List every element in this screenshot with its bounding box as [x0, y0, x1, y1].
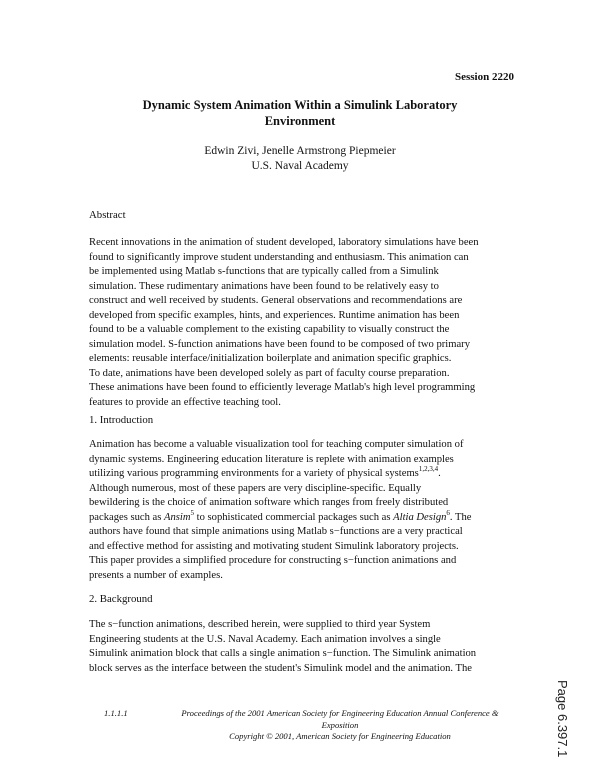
author-affiliation: U.S. Naval Academy [251, 160, 349, 172]
intro-line: This paper provides a simplified procedure for constructing s−function animations and [89, 555, 457, 566]
citation-sup: 6 [446, 508, 450, 517]
ansim-name: Ansim [164, 511, 191, 523]
footer-line-2: Exposition [321, 719, 359, 730]
abstract-heading: Abstract [89, 209, 126, 221]
intro-line: dynamic systems. Engineering education literature is replete with animation examples [89, 453, 454, 465]
intro-line [89, 467, 519, 482]
abstract-line: developed from specific examples, hints, and experiences. Runtime animation has been [89, 309, 460, 321]
abstract-line: These animations have been found to efficiently leverage Matlab's high level programming [89, 382, 476, 393]
intro-text: . The [449, 511, 472, 523]
abstract-line: be implemented using Matlab s-functions that are typically called from a Simulink [89, 266, 439, 277]
page-footer [104, 708, 540, 743]
intro-line: bewildering is the choice of animation software which ranges from freely distributed [89, 497, 449, 508]
title-line-2: Environment [264, 114, 336, 128]
background-line: The s−function animations, described herein, were supplied to third year System [89, 619, 431, 630]
paper-title [60, 97, 540, 129]
intro-line: presents a number of examples. [89, 569, 223, 581]
abstract-line: found to be a valuable complement to the existing capability to visually construct the [89, 324, 450, 335]
intro-text: . [438, 468, 441, 479]
citation-sup: 5 [190, 508, 194, 517]
abstract-line: construct and well received by students. General observations and recommendations are [89, 295, 463, 306]
abstract-line: Recent innovations in the animation of student developed, laboratory simulations have been [89, 237, 479, 248]
title-line-1: Dynamic System Animation Within a Simulink Laboratory [142, 98, 458, 112]
abstract-line: To date, animations have been developed solely as part of faculty course preparation. [89, 367, 450, 379]
intro-line: Animation has become a valuable visualization tool for teaching computer simulation of [89, 439, 464, 450]
intro-line [89, 508, 519, 526]
background-line: Simulink animation block that calls a single animation s−function. The Simulink animation [89, 648, 477, 659]
abstract-body [89, 236, 519, 410]
intro-line: authors have found that simple animations using Matlab s−functions are a very practical [89, 526, 463, 537]
background-line: block serves as the interface between the student's Simulink model and the animation. The [89, 662, 472, 674]
introduction-heading: 1. Introduction [89, 414, 154, 426]
footer-section-number: 1.1.1.1 [104, 708, 128, 718]
intro-line: and effective method for assisting and motivating student Simulink laboratory projects. [89, 540, 459, 552]
intro-text: to sophisticated commercial packages such as [194, 511, 394, 523]
intro-text: packages such as [89, 511, 165, 523]
intro-line: Although numerous, most of these papers are very discipline-specific. Equally [89, 482, 422, 494]
abstract-line: found to significantly improve student understanding and enthusiasm. This animation can [89, 251, 469, 263]
background-line: Engineering students at the U.S. Naval Academy. Each animation involves a single [89, 633, 441, 645]
session-label: Session 2220 [455, 71, 514, 83]
introduction-body [89, 438, 519, 583]
altia-name: Altia Design [393, 511, 447, 523]
footer-line-1: Proceedings of the 2001 American Society for Engineering Education Annual Conference & [181, 708, 499, 718]
intro-text: utilizing various programming environments for a variety of physical systems [89, 468, 419, 479]
abstract-line: features to provide an effective teaching tool. [89, 396, 281, 408]
author-names: Edwin Zivi, Jenelle Armstrong Piepmeier [204, 145, 396, 157]
background-body [89, 618, 519, 676]
background-heading: 2. Background [89, 593, 153, 605]
abstract-line: simulation. These rudimentary animations have been found to be relatively easy to [89, 280, 439, 292]
abstract-line: elements: reusable interface/initialization boilerplate and animation specific graphics. [89, 353, 452, 364]
citation-sup: 1,2,3,4 [418, 465, 439, 473]
page-number-stamp: Page 6.397.1 [555, 680, 570, 758]
abstract-line: simulation model. S-function animations have been found to be composed of two primary [89, 338, 471, 350]
footer-copyright: Copyright © 2001, American Society for Engineering Education [229, 731, 451, 741]
author-block [60, 144, 540, 174]
